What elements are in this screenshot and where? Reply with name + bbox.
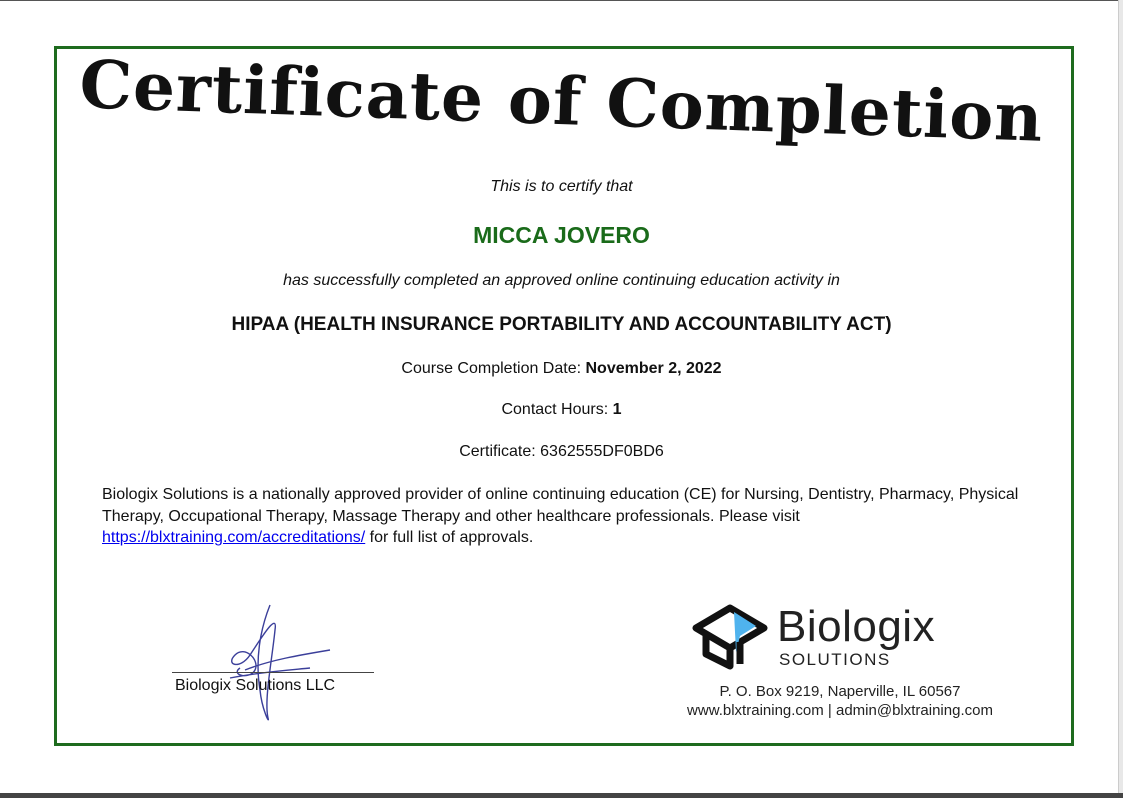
viewer-top-edge (0, 0, 1123, 1)
brand-subtitle: SOLUTIONS (779, 650, 891, 669)
signature-image (200, 600, 340, 725)
link-suffix: for full list of approvals. (365, 529, 534, 546)
course-title: HIPAA (HEALTH INSURANCE PORTABILITY AND ACCOUNTABILITY ACT) (231, 314, 892, 335)
viewer-bottom-edge (0, 793, 1123, 798)
brand-name: Biologix (777, 602, 936, 651)
brand-contact: www.blxtraining.com | admin@blxtraining.com (687, 702, 993, 719)
intro-text: This is to certify that (490, 178, 633, 195)
provider-paragraph (102, 484, 1032, 549)
brand-address: P. O. Box 9219, Naperville, IL 60567 (719, 683, 961, 700)
date-label: Course Completion Date: (401, 360, 586, 377)
certificate-title: Certificate of Completion (78, 45, 1045, 157)
recipient-name: MICCA JOVERO (473, 222, 650, 248)
hours-value: 1 (612, 401, 622, 418)
hours-label: Contact Hours: (501, 401, 613, 418)
signatory-name: Biologix Solutions LLC (175, 677, 336, 694)
cert-label: Certificate: (459, 443, 541, 460)
certificate-number (0, 443, 1123, 461)
accreditations-link[interactable]: https://blxtraining.com/accreditations/ (102, 529, 366, 546)
graduation-cap-logo-icon (690, 602, 770, 672)
cert-value: 6362555DF0BD6 (540, 443, 664, 460)
date-value: November 2, 2022 (585, 360, 722, 377)
contact-hours (0, 401, 1123, 419)
completed-text: has successfully completed an approved online continuing education activity in (283, 272, 840, 289)
provider-text: Biologix Solutions is a nationally approved provider of online continuing education (CE) for Nursing, Dentistry, Pharmacy, Physical Therapy, Occupational Therapy, Massage Therapy and other healthcare professionals. Please visit (102, 486, 1019, 525)
completion-date (0, 360, 1123, 378)
signature-line (172, 672, 374, 673)
